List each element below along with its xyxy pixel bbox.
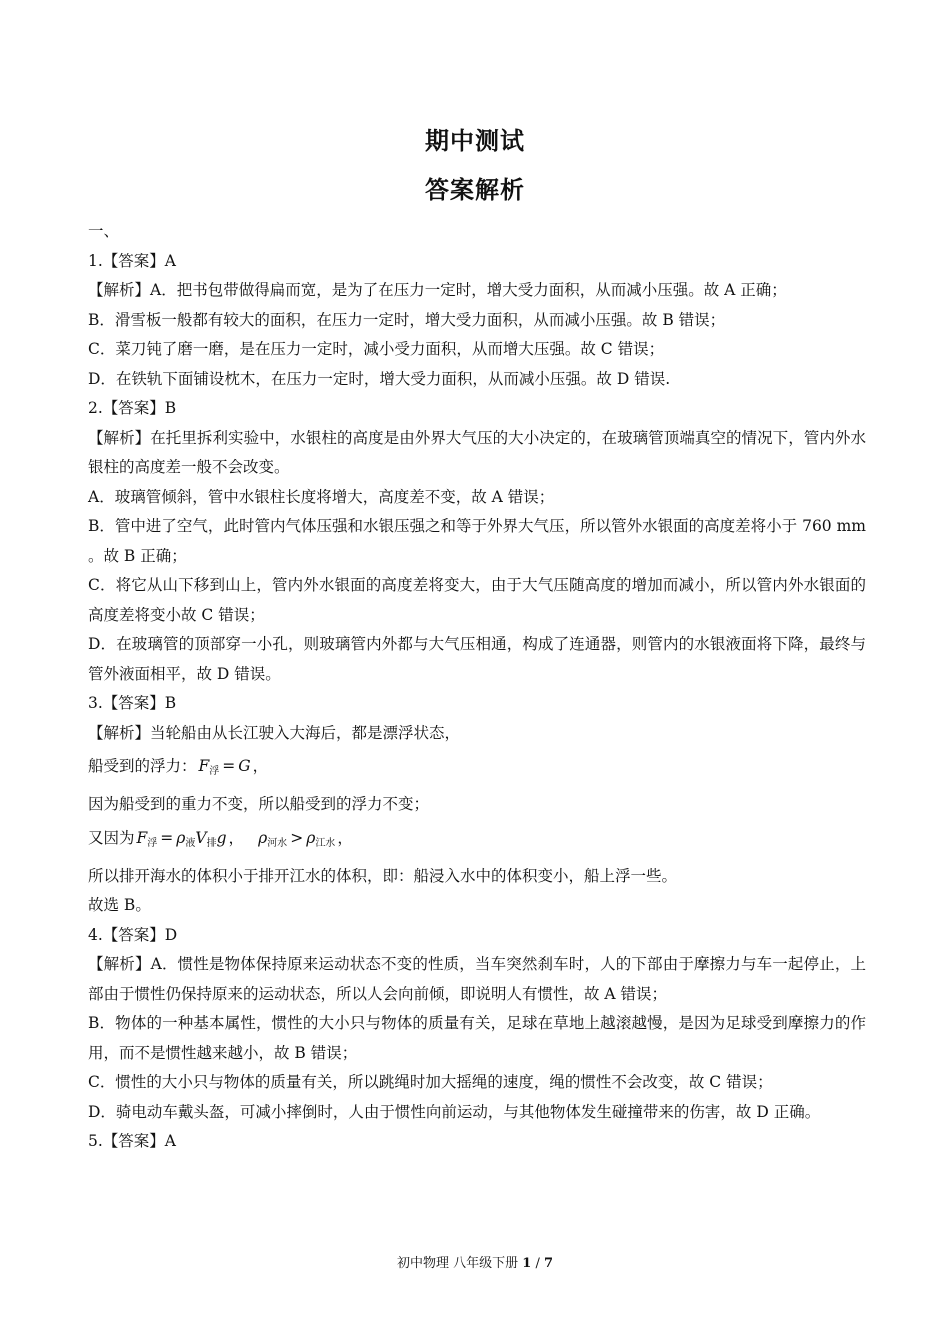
q4-explain-c: C．惯性的大小只与物体的质量有关，所以跳绳时加大摇绳的速度，绳的惯性不会改变，故 C 错误；	[88, 1073, 773, 1091]
page-subtitle: 答案解析	[425, 176, 525, 204]
q1-explain-d: D．在铁轨下面铺设枕木，在压力一定时，增大受力面积，从而减小压强。故 D 错误.	[88, 369, 671, 388]
q3-volume-line: 所以排开海水的体积小于排开江水的体积，即：船浸入水中的体积变小，船上浮一些。	[88, 866, 678, 885]
q4-answer: 4.【答案】D	[88, 925, 178, 944]
equals-sign: =	[160, 828, 174, 847]
q3-gravity-line: 因为船受到的重力不变，所以船受到的浮力不变；	[88, 795, 430, 813]
comma: ，	[228, 828, 245, 847]
footer-text: 初中物理 八年级下册	[396, 1256, 519, 1271]
q3-buoyancy-prefix: 船受到的浮力：	[88, 757, 197, 775]
equals-sign: =	[222, 757, 236, 775]
page-title: 期中测试	[425, 127, 525, 155]
q1-answer: 1.【答案】A	[88, 251, 176, 270]
q2-explain-b: B．管中进了空气，此时管内气体压强和水银压强之和等于外界大气压，所以管外水银面的高度差将小于 760 mm 。故 B 正确；	[88, 517, 866, 565]
q2-explain-intro: 【解析】在托里拆利实验中，水银柱的高度是由外界大气压的大小决定的，在玻璃管顶端真空的情况下，管内外水银柱的高度差一般不会改变。	[88, 428, 866, 476]
density-subscript-river: 河水	[267, 837, 288, 849]
q3-explain-intro: 【解析】当轮船由从长江驶入大海后，都是漂浮状态，	[88, 723, 461, 742]
q3-formula-prefix: 又因为	[88, 828, 135, 847]
density-subscript: 液	[185, 837, 196, 849]
section-label: 一、	[88, 222, 120, 240]
q2-answer: 2.【答案】B	[88, 399, 177, 417]
q1-explain-c: C．菜刀钝了磨一磨，是在压力一定时，减小受力面积，从而增大压强。故 C 错误；	[88, 340, 665, 358]
archimedes-formula	[135, 829, 229, 847]
q3-buoyancy-line	[88, 748, 866, 790]
density-symbol: ρ	[258, 828, 268, 847]
q1-explain-b: B．滑雪板一般都有较大的面积，在压力一定时，增大受力面积，从而减小压强。故 B 错误；	[88, 310, 726, 329]
q3-buoyancy-suffix: ，	[252, 757, 269, 775]
g-symbol: g	[216, 828, 227, 847]
q2-explain-d: D．在玻璃管的顶部穿一小孔，则玻璃管内外都与大气压相通，构成了连通器，则管内的水银液面将下降，最终与管外液面相平，故 D 错误。	[88, 635, 866, 683]
page-separator: /	[535, 1256, 540, 1271]
gravity-symbol: G	[238, 757, 251, 775]
q2-explain-a: A．玻璃管倾斜，管中水银柱长度将增大，高度差不变，故 A 错误；	[88, 487, 555, 506]
q3-answer: 3.【答案】B	[88, 694, 177, 712]
greater-than-sign: >	[290, 828, 304, 847]
q1-explain-a: 【解析】A．把书包带做得扁而宽，是为了在压力一定时，增大受力面积，从而减小压强。故 A 正确；	[88, 281, 787, 299]
page-footer	[0, 1254, 950, 1274]
density-subscript-jiang: 江水	[315, 837, 336, 849]
document-body	[88, 217, 866, 1157]
q5-answer: 5.【答案】A	[88, 1132, 176, 1150]
q4-explain-d: D．骑电动车戴头盔，可减小摔倒时，人由于惯性向前运动，与其他物体发生碰撞带来的伤害，故 D 正确。	[88, 1102, 821, 1121]
page-total: 7	[543, 1256, 554, 1271]
q2-explain-c: C．将它从山下移到山上，管内外水银面的高度差将变大，由于大气压随高度的增加而减小，所以管内外水银面的高度差将变小故 C 错误；	[88, 576, 866, 624]
force-subscript: 浮	[147, 837, 158, 849]
force-subscript: 浮	[209, 766, 220, 777]
density-symbol: ρ	[306, 828, 316, 847]
page-number: 1	[522, 1256, 532, 1271]
buoyancy-formula	[197, 757, 253, 775]
q3-formula-line	[88, 820, 866, 862]
force-symbol: F	[198, 757, 210, 775]
volume-subscript: 排	[206, 837, 217, 849]
q3-choose-line: 故选 B。	[88, 896, 151, 914]
q4-explain-a: 【解析】A．惯性是物体保持原来运动状态不变的性质，当车突然刹车时，人的下部由于摩擦力与车一起停止，上部由于惯性仍保持原来的运动状态，所以人会向前倾，即说明人有惯性，故 A 错误；	[88, 955, 866, 1003]
volume-symbol: V	[195, 828, 207, 847]
density-symbol: ρ	[176, 828, 186, 847]
density-comparison	[256, 829, 337, 847]
force-symbol: F	[136, 828, 148, 847]
q4-explain-b: B．物体的一种基本属性，惯性的大小只与物体的质量有关，足球在草地上越滚越慢，是因为足球受到摩擦力的作用，而不是惯性越来越小，故 B 错误；	[88, 1014, 866, 1062]
comma: ，	[337, 828, 353, 847]
